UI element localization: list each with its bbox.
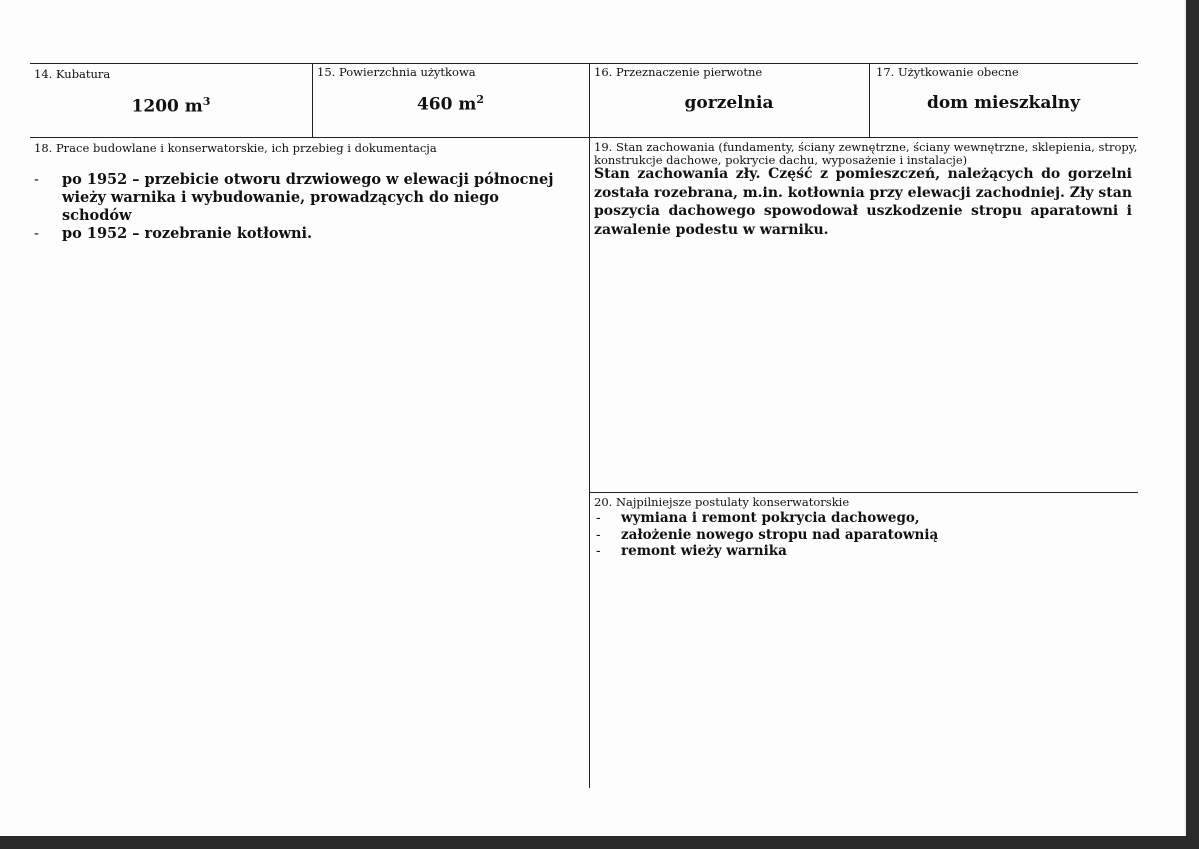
field-14-value-exponent: 3 bbox=[202, 95, 211, 108]
field-15-value-text: 460 m bbox=[416, 94, 477, 115]
field-14-label: 14. Kubatura bbox=[34, 67, 111, 81]
list-item: - remont wieży warnika bbox=[594, 543, 1094, 560]
field-16-value: gorzelnia bbox=[684, 93, 774, 113]
field-14-value-text: 1200 m bbox=[131, 96, 203, 117]
section-18-list bbox=[34, 171, 564, 243]
list-item: - wymiana i remont pokrycia dachowego, bbox=[594, 510, 1094, 527]
scan-edge-bottom bbox=[0, 836, 1199, 849]
field-15-label: 15. Powierzchnia użytkowa bbox=[317, 65, 476, 79]
field-14-value bbox=[30, 95, 312, 117]
section19-20-divider bbox=[589, 492, 1138, 493]
section-20-list bbox=[594, 510, 1094, 560]
divider-main bbox=[589, 63, 590, 788]
section-19-label-line2: konstrukcje dachowe, pokrycie dachu, wyposażenie i instalacje) bbox=[594, 153, 968, 167]
field-15-value-exponent: 2 bbox=[476, 93, 485, 106]
list-item: - założenie nowego stropu nad aparatownią bbox=[594, 527, 1094, 544]
list-item: - po 1952 – rozebranie kotłowni. bbox=[34, 225, 564, 243]
top-border bbox=[30, 63, 1138, 64]
field-15-value bbox=[312, 93, 589, 115]
section-19-label-line1: 19. Stan zachowania (fundamenty, ściany zewnętrzne, ściany wewnętrzne, sklepienia, stropy, bbox=[594, 140, 1138, 154]
row1-bottom-border bbox=[30, 137, 1138, 138]
scan-edge-right bbox=[1186, 0, 1199, 849]
section-20-label: 20. Najpilniejsze postulaty konserwatorskie bbox=[594, 495, 850, 509]
list-item: - po 1952 – przebicie otworu drzwiowego w elewacji północnej wieży warnika i wybudowanie, prowadzących do niego schodów bbox=[34, 171, 564, 225]
section-19-text: Stan zachowania zły. Część z pomieszczeń, należących do gorzelni została rozebrana, m.in. kotłownia przy elewacji zachodniej. Zły stan poszycia dachowego spowodował uszkodzenie stropu aparatowni i zawalenie podestu w warniku. bbox=[594, 166, 1132, 238]
field-17-label: 17. Użytkowanie obecne bbox=[876, 65, 1019, 79]
field-17-value: dom mieszkalny bbox=[926, 93, 1081, 113]
section-18-label: 18. Prace budowlane i konserwatorskie, ich przebieg i dokumentacja bbox=[34, 141, 437, 155]
field-16-label: 16. Przeznaczenie pierwotne bbox=[594, 65, 763, 79]
